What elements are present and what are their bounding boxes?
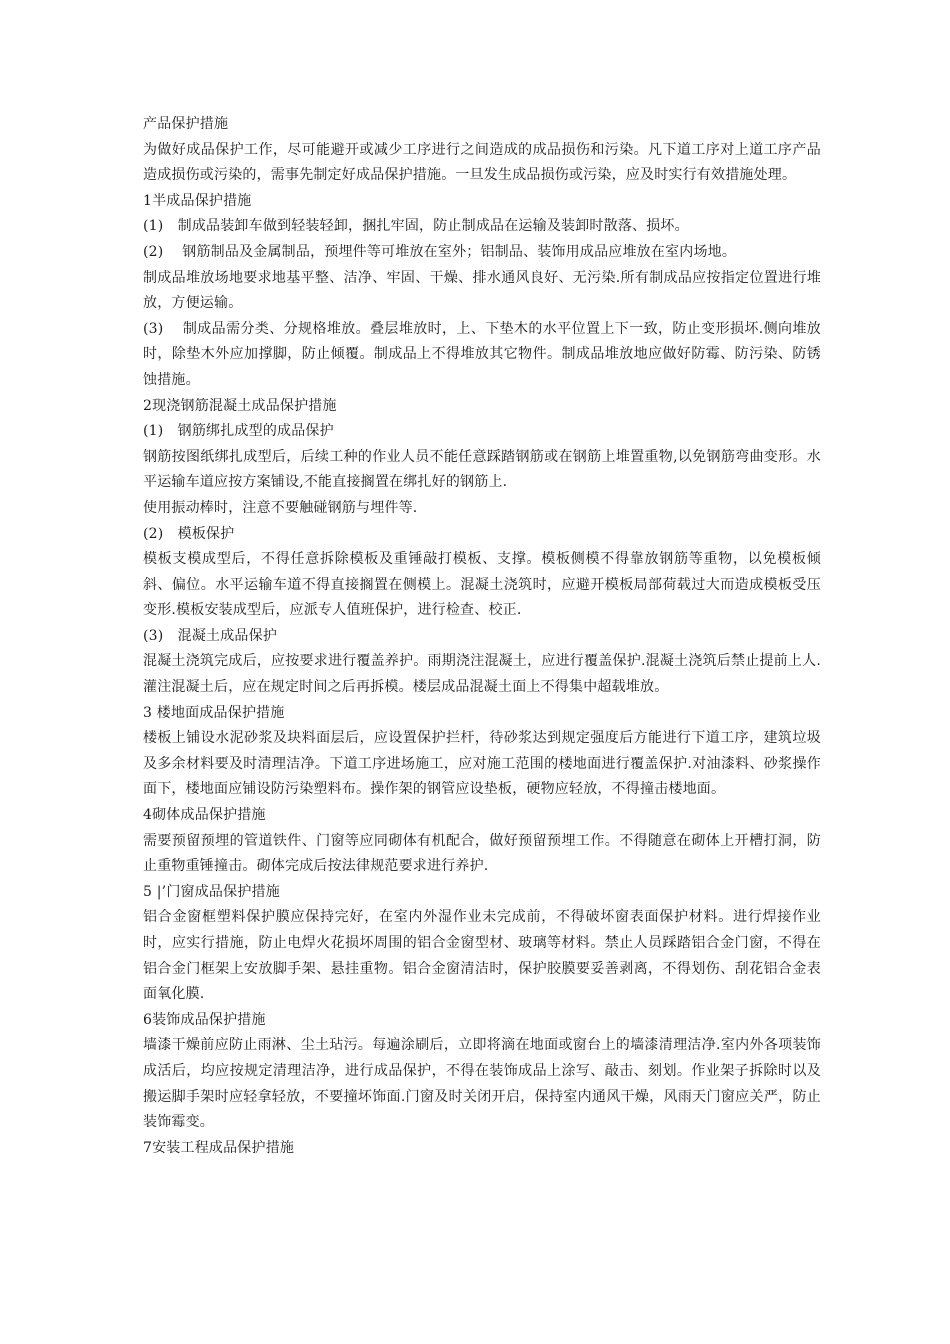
section-2-subheading-3: (3) 混凝土成品保护	[143, 627, 278, 644]
section-2-subheading-1: (1) 钢筋绑扎成型的成品保护	[143, 423, 334, 440]
section-5-heading: 5 |’门窗成品保护措施	[143, 883, 280, 900]
section-6-heading: 6装饰成品保护措施	[143, 1011, 266, 1028]
section-3-paragraph: 楼板上铺设水泥砂浆及块料面层后，应设置保护拦杆，待砂浆达到规定强度后方能进行下道工序，建筑垃圾及多余材料要及时清理洁净。下道工序进场施工，应对施工范围的楼地面进行覆盖保护.对油漆料、砂浆操作面下，楼地面应铺设防污染塑料布。操作架的钢管应设垫板，硬物应轻放，不得撞击楼地面。	[143, 730, 821, 798]
section-2-paragraph-1b: 使用振动棒时，注意不要触碰钢筋与埋件等.	[143, 499, 418, 516]
section-7-heading: 7安装工程成品保护措施	[143, 1139, 295, 1156]
intro-paragraph: 为做好成品保护工作，尽可能避开或减少工序进行之间造成的成品损伤和污染。凡下道工序对上道工序产品造成损伤或污染的，需事先制定好成品保护措施。一旦发生成品损伤或污染，应及时实行有效措施处理。	[143, 141, 821, 184]
section-1-item-3: (3) 制成品需分类、分规格堆放。叠层堆放时，上、下垫木的水平位置上下一致，防止变形损坏.侧向堆放时，除垫木外应加撑脚，防止倾覆。制成品上不得堆放其它物件。制成品堆放地应做好防霉、防污染、防锈蚀措施。	[143, 320, 821, 388]
section-4-paragraph: 需要预留预埋的管道铁件、门窗等应同砌体有机配合，做好预留预埋工作。不得随意在砌体上开槽打洞，防止重物重锤撞击。砌体完成后按法律规范要求进行养护.	[143, 832, 821, 875]
section-1-item-2-cont: 制成品堆放场地要求地基平整、洁净、牢固、干燥、排水通风良好、无污染.所有制成品应按指定位置进行堆放，方便运输。	[143, 269, 821, 312]
section-1-item-2: (2) 钢筋制品及金属制品，预埋件等可堆放在室外；铝制品、装饰用成品应堆放在室内场地。	[143, 243, 737, 260]
section-2-paragraph-2: 模板支模成型后，不得任意拆除模板及重锤敲打模板、支撑。模板侧模不得靠放钢筋等重物，以免模板倾斜、偏位。水平运输车道不得直接搁置在侧模上。混凝土浇筑时，应避开模板局部荷载过大而造成模板受压变形.模板安装成型后，应派专人值班保护，进行检查、校正.	[143, 551, 821, 619]
document-title: 产品保护措施	[143, 116, 229, 132]
section-2-heading: 2现浇钢筋混凝土成品保护措施	[143, 397, 337, 414]
section-2-paragraph-3: 混凝土浇筑完成后，应按要求进行覆盖养护。雨期浇注混凝土，应进行覆盖保护.混凝土浇筑后禁止提前上人.灌注混凝土后，应在规定时间之后再拆模。楼层成品混凝土面上不得集中超载堆放。	[143, 653, 821, 696]
section-2-paragraph-1: 钢筋按图纸绑扎成型后，后续工种的作业人员不能任意踩踏钢筋或在钢筋上堆置重物,以免钢筋弯曲变形。水平运输车道应按方案铺设,不能直接搁置在绑扎好的钢筋上.	[143, 448, 821, 491]
section-1-heading: 1半成品保护措施	[143, 192, 252, 209]
section-3-heading: 3 楼地面成品保护措施	[143, 704, 285, 721]
document-body	[143, 112, 821, 1161]
section-4-heading: 4砌体成品保护措施	[143, 807, 266, 824]
section-5-paragraph: 铝合金窗框塑料保护膜应保持完好，在室内外湿作业未完成前，不得破坏窗表面保护材料。进行焊接作业时，应实行措施，防止电焊火花损坏周围的铝合金窗型材、玻璃等材料。禁止人员踩踏铝合金门窗，不得在铝合金门框架上安放脚手架、悬挂重物。铝合金窗清洁时，保护胶膜要妥善剥离，不得划伤、刮花铝合金表面氧化膜.	[143, 909, 821, 1003]
section-1-item-1: (1) 制成品装卸车做到轻装轻卸，捆扎牢固，防止制成品在运输及装卸时散落、损坏。	[143, 218, 689, 235]
section-6-paragraph: 墙漆干燥前应防止雨淋、尘土玷污。每遍涂刷后，立即将滴在地面或窗台上的墙漆清理洁净.室内外各项装饰成活后，均应按规定清理洁净，进行成品保护，不得在装饰成品上涂写、敲击、刻划。作业架子拆除时以及搬运脚手架时应轻拿轻放，不要撞坏饰面.门窗及时关闭开启，保持室内通风干燥，风雨天门窗应关严，防止装饰霉变。	[143, 1037, 821, 1131]
section-2-subheading-2: (2) 模板保护	[143, 525, 235, 542]
